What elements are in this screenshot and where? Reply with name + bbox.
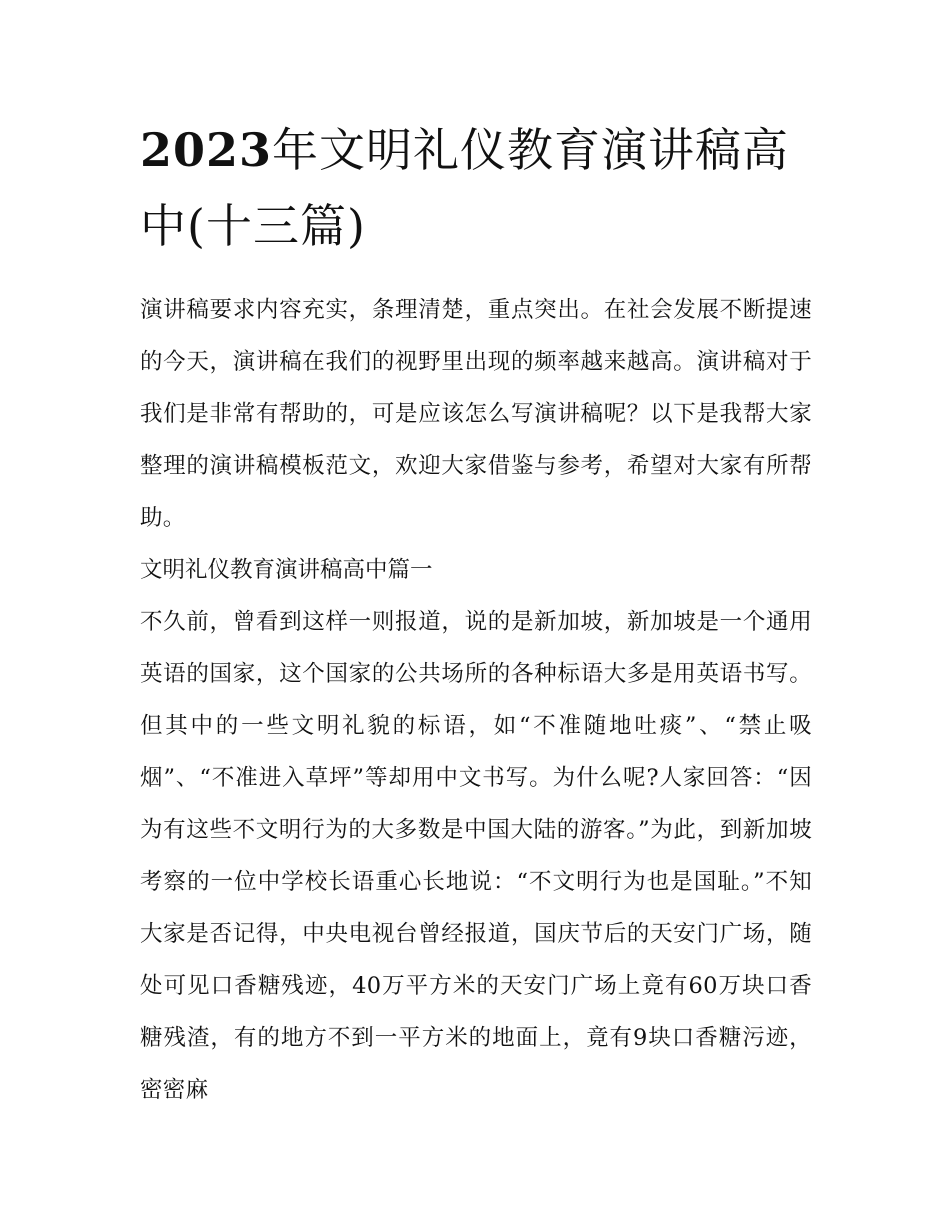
section-heading: 文明礼仪教育演讲稿高中篇一 <box>140 557 433 583</box>
title-text: 年文明礼仪教育演讲稿高中(十三篇) <box>140 123 790 253</box>
title-year: 2023 <box>140 123 273 177</box>
document-page <box>140 112 812 1116</box>
document-title <box>140 112 812 264</box>
section-paragraph: 不久前，曾看到这样一则报道，说的是新加坡，新加坡是一个通用英语的国家，这个国家的公共场所的各种标语大多是用英语书写。但其中的一些文明礼貌的标语，如“不准随地吐痰”、“禁止吸烟”、“不准进入草坪”等却用中文书写。为什么呢?人家回答：“因为有这些不文明行为的大多数是中国大陆的游客。”为此，到新加坡考察的一位中学校长语重心长地说：“不文明行为也是国耻。”不知大家是否记得，中央电视台曾经报道，国庆节后的天安门广场，随处可见口香糖残迹，40万平方米的天安门广场上竟有60万块口香糖残渣，有的地方不到一平方米的地面上，竟有9块口香糖污迹，密密麻 <box>140 609 812 1103</box>
intro-paragraph: 演讲稿要求内容充实，条理清楚，重点突出。在社会发展不断提速的今天，演讲稿在我们的视野里出现的频率越来越高。演讲稿对于我们是非常有帮助的，可是应该怎么写演讲稿呢？以下是我帮大家整理的演讲稿模板范文，欢迎大家借鉴与参考，希望对大家有所帮助。 <box>140 297 812 531</box>
